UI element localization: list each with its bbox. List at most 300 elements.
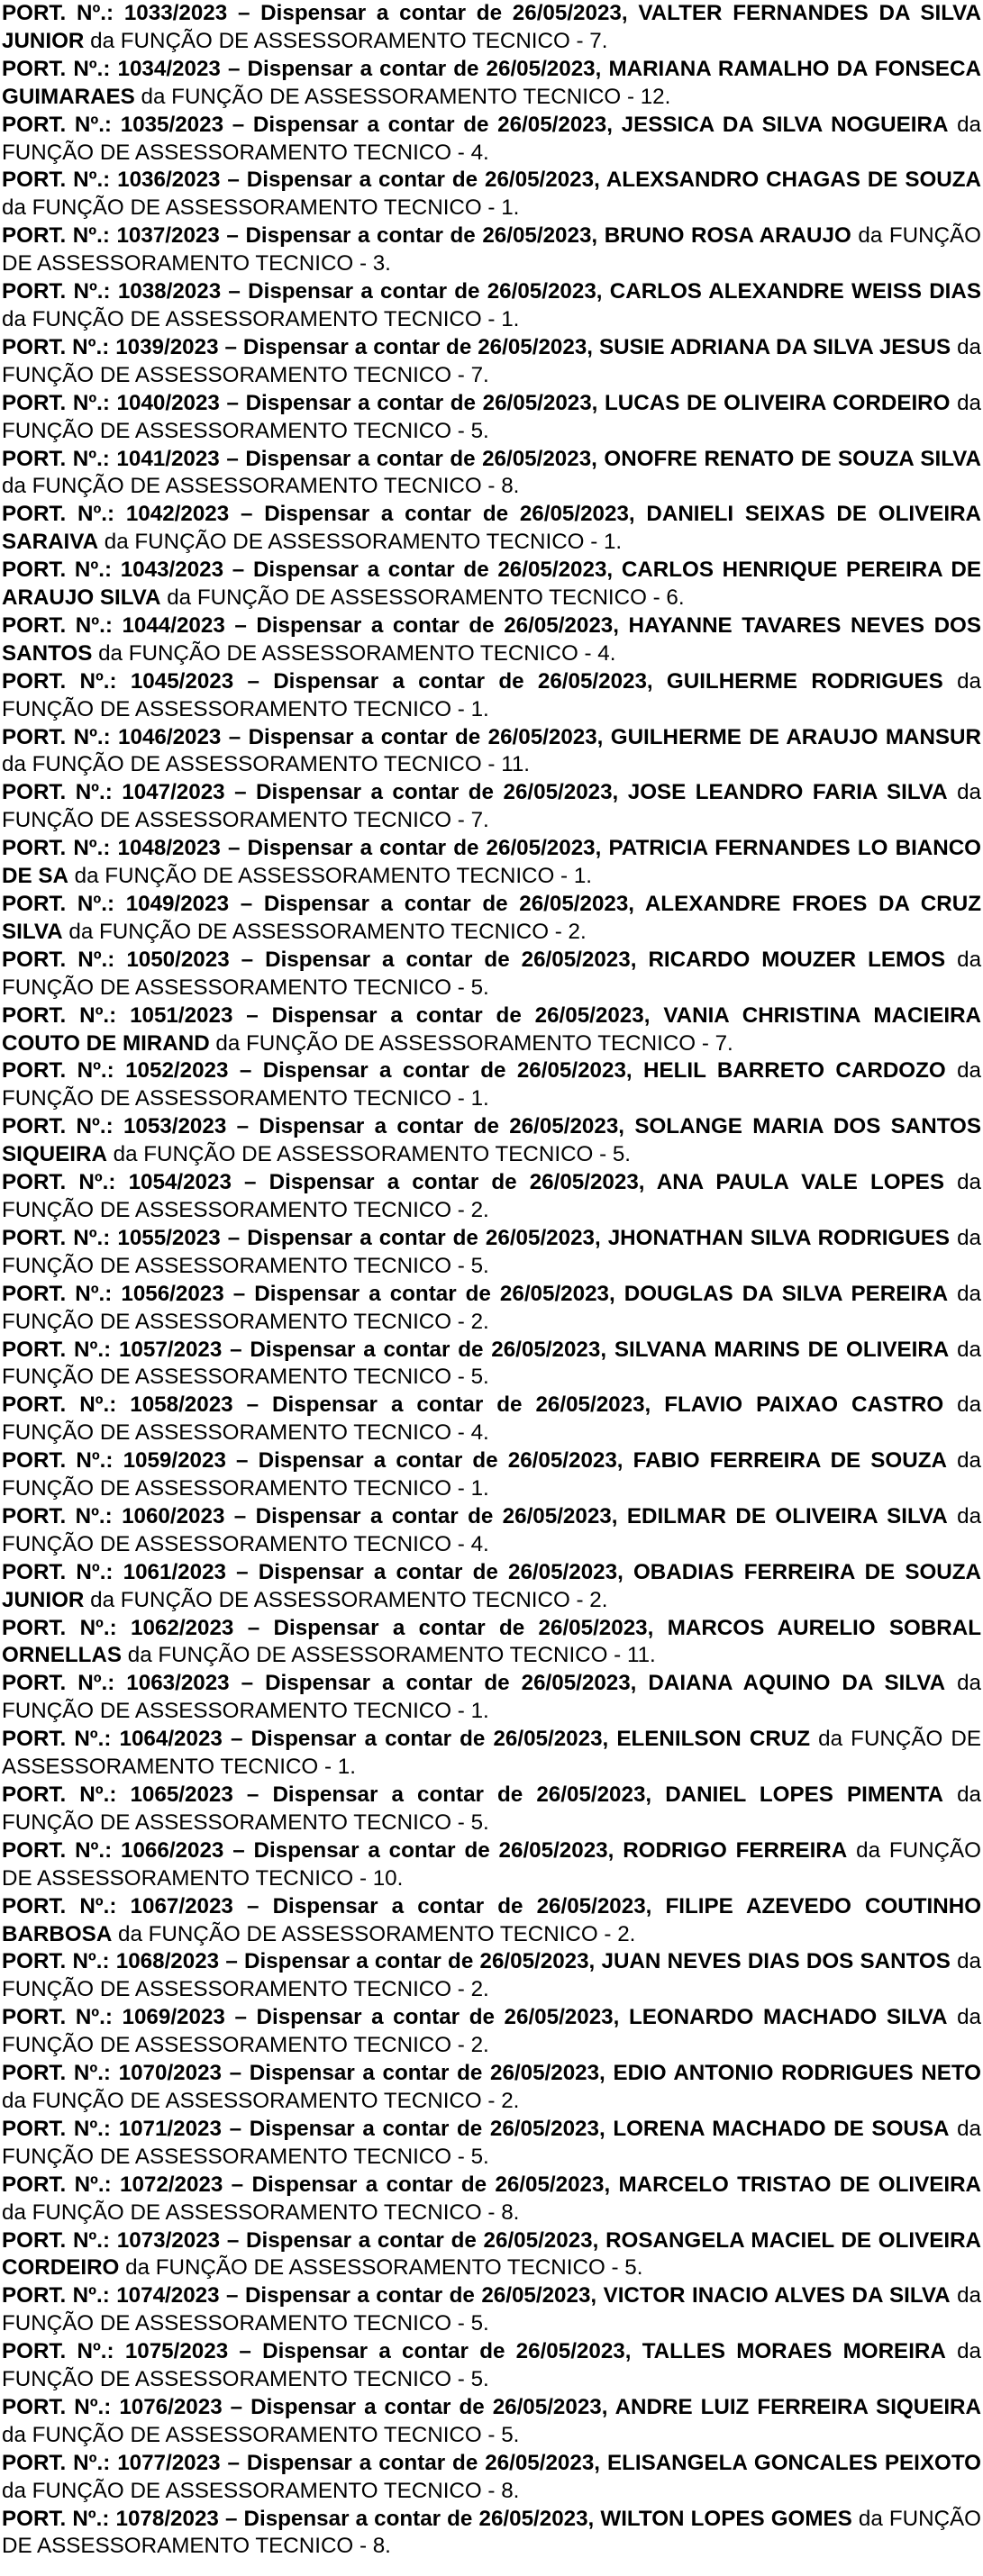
ordinance-entry (2, 1002, 981, 1058)
ordinance-prefix: PORT. Nº.: (2, 1170, 129, 1195)
employee-name: LORENA MACHADO DE SOUSA (613, 2116, 950, 2141)
entry-period: . (609, 640, 616, 666)
ordinance-entry (2, 1559, 981, 1615)
employee-name: EDILMAR DE OLIVEIRA SILVA (626, 1503, 948, 1528)
entry-period: . (513, 2200, 520, 2225)
ordinance-entry (2, 2060, 981, 2116)
ordinance-number: 1078/2023 (115, 2506, 219, 2531)
ordinance-number: 1060/2023 (122, 1503, 225, 1528)
function-level: 4 (470, 140, 484, 165)
function-text: da FUNÇÃO DE ASSESSORAMENTO TECNICO - (2, 2339, 982, 2392)
ordinance-action: – Dispensar a contar de 26/05/2023, (225, 1448, 633, 1474)
function-text: da FUNÇÃO DE ASSESSORAMENTO TECNICO - (106, 1142, 613, 1167)
ordinance-number: 1070/2023 (118, 2061, 222, 2086)
ordinance-number: 1069/2023 (122, 2005, 225, 2030)
ordinance-number: 1051/2023 (130, 1002, 233, 1028)
function-text: da FUNÇÃO DE ASSESSORAMENTO TECNICO - (119, 2255, 625, 2281)
function-text: da FUNÇÃO DE ASSESSORAMENTO TECNICO - (2, 1671, 981, 1724)
function-text: da FUNÇÃO DE ASSESSORAMENTO TECNICO - (2, 2283, 982, 2336)
employee-name: SUSIE ADRIANA DA SILVA JESUS (598, 334, 951, 359)
entry-period: . (601, 28, 608, 53)
function-level: 8 (501, 2200, 514, 2225)
function-level: 3 (372, 251, 386, 277)
ordinance-entry (2, 2282, 981, 2338)
function-text: da FUNÇÃO DE ASSESSORAMENTO TECNICO - (62, 919, 569, 944)
ordinance-entry (2, 1337, 981, 1392)
ordinance-entry (2, 835, 981, 891)
entry-period: . (624, 1142, 632, 1167)
ordinance-prefix: PORT. Nº.: (2, 2172, 120, 2197)
ordinance-action: – Dispensar a contar de 26/05/2023, (219, 1949, 602, 1974)
ordinance-entry (2, 56, 981, 112)
entry-period: . (629, 1921, 636, 1946)
employee-name: MARIANA RAMALHO DA FONSECA GUIMARAES (2, 56, 981, 109)
entry-period: . (483, 1309, 489, 1334)
function-level: 2 (501, 2088, 514, 2113)
ordinance-action: – Dispensar a contar de 26/05/2023, (221, 2116, 614, 2141)
ordinance-action: – Dispensar a contar de 26/05/2023, (223, 558, 622, 583)
function-text: da FUNÇÃO DE ASSESSORAMENTO TECNICO - (98, 530, 604, 555)
ordinance-number: 1054/2023 (128, 1170, 232, 1195)
ordinance-entry (2, 2394, 981, 2450)
function-text: da FUNÇÃO DE ASSESSORAMENTO TECNICO - (2, 1392, 982, 1446)
ordinance-prefix: PORT. Nº.: (2, 2394, 120, 2419)
entry-period: . (483, 2311, 489, 2336)
ordinance-entry (2, 1893, 981, 1949)
ordinance-prefix: PORT. Nº.: (2, 612, 123, 638)
employee-name: PATRICIA FERNANDES LO BIANCO DE SA (2, 836, 981, 889)
ordinance-number: 1057/2023 (118, 1337, 223, 1362)
employee-name: CARLOS ALEXANDRE WEISS DIAS (609, 279, 982, 304)
ordinance-number: 1035/2023 (120, 112, 224, 137)
ordinance-entry (2, 1948, 981, 2004)
ordinance-action: – Dispensar a contar de 26/05/2023, (224, 1503, 627, 1528)
employee-name: JUAN NEVES DIAS DOS SANTOS (601, 1949, 951, 1974)
ordinance-entry (2, 1447, 981, 1503)
ordinance-action: – Dispensar a contar de 26/05/2023, (220, 1225, 608, 1250)
entry-period: . (513, 2478, 520, 2503)
ordinance-action: – Dispensar a contar de 26/05/2023, (221, 724, 611, 749)
function-level: 1 (470, 1476, 484, 1501)
function-level: 10 (372, 1865, 397, 1891)
ordinance-entry (2, 112, 981, 168)
ordinance-entry (2, 891, 981, 947)
ordinance-prefix: PORT. Nº.: (2, 1671, 127, 1696)
ordinance-number: 1062/2023 (131, 1615, 234, 1640)
employee-name: FILIPE AZEVEDO COUTINHO BARBOSA (2, 1893, 982, 1946)
ordinance-action: – Dispensar a contar de 26/05/2023, (233, 668, 667, 694)
ordinance-action: – Dispensar a contar de 26/05/2023, (229, 1671, 649, 1696)
entry-period: . (513, 306, 520, 331)
ordinance-prefix: PORT. Nº.: (2, 223, 117, 249)
ordinance-number: 1064/2023 (119, 1727, 223, 1752)
ordinance-entry (2, 2506, 981, 2562)
employee-name: ELISANGELA GONCALES PEIXOTO (606, 2450, 981, 2475)
employee-name: GUILHERME RODRIGUES (666, 668, 943, 694)
function-text: da FUNÇÃO DE ASSESSORAMENTO TECNICO - (2, 2506, 982, 2559)
entry-period: . (636, 2255, 643, 2281)
ordinance-number: 1074/2023 (116, 2283, 220, 2308)
ordinance-prefix: PORT. Nº.: (2, 1837, 122, 1863)
function-level: 2 (568, 919, 580, 944)
employee-name: DAIANA AQUINO DA SILVA (648, 1671, 946, 1696)
entry-period: . (483, 2367, 489, 2392)
function-level: 4 (597, 640, 610, 666)
entry-period: . (615, 530, 623, 555)
function-level: 5 (612, 1142, 625, 1167)
employee-name: ANA PAULA VALE LOPES (656, 1170, 944, 1195)
employee-name: TALLES MORAES MOREIRA (642, 2339, 946, 2364)
ordinance-entry (2, 2116, 981, 2172)
ordinance-action: – Dispensar a contar de 26/05/2023, (229, 892, 645, 916)
ordinance-prefix: PORT. Nº.: (2, 279, 118, 304)
ordinance-prefix: PORT. Nº.: (2, 2283, 117, 2308)
ordinance-prefix: PORT. Nº.: (2, 1058, 126, 1084)
ordinance-prefix: PORT. Nº.: (2, 56, 118, 81)
employee-name: DANIELI SEIXAS DE OLIVEIRA SARAIVA (2, 502, 982, 555)
entry-period: . (513, 474, 520, 499)
ordinance-number: 1044/2023 (122, 612, 225, 638)
ordinance-entry (2, 557, 981, 612)
ordinance-action: – Dispensar a contar de 26/05/2023, (223, 2172, 619, 2197)
ordinance-number: 1068/2023 (115, 1949, 220, 1974)
ordinance-number: 1037/2023 (116, 223, 220, 249)
ordinance-action: – Dispensar a contar de 26/05/2023, (223, 1837, 623, 1863)
function-level: 7 (470, 362, 484, 387)
function-level: 5 (470, 975, 484, 1000)
ordinance-number: 1071/2023 (118, 2116, 222, 2141)
function-text: da FUNÇÃO DE ASSESSORAMENTO TECNICO - (2, 1949, 981, 2002)
ordinance-number: 1065/2023 (130, 1782, 233, 1807)
ordinance-prefix: PORT. Nº.: (2, 1392, 131, 1418)
ordinance-entry (2, 2227, 981, 2283)
function-text: da FUNÇÃO DE ASSESSORAMENTO TECNICO - (2, 474, 502, 499)
ordinance-number: 1056/2023 (121, 1281, 224, 1306)
ordinance-number: 1036/2023 (117, 168, 221, 193)
function-text: da FUNÇÃO DE ASSESSORAMENTO TECNICO - (122, 1643, 627, 1668)
ordinance-prefix: PORT. Nº.: (2, 1281, 122, 1306)
function-level: 2 (617, 1921, 630, 1946)
entry-period: . (483, 696, 489, 721)
function-text: da FUNÇÃO DE ASSESSORAMENTO TECNICO - (84, 28, 590, 53)
function-text: da FUNÇÃO DE ASSESSORAMENTO TECNICO - (2, 1170, 981, 1222)
function-level: 11 (501, 752, 524, 777)
function-level: 5 (470, 2144, 484, 2169)
ordinance-entry (2, 1113, 981, 1169)
ordinance-action: – Dispensar a contar de 26/05/2023, (231, 1170, 657, 1195)
function-text: da FUNÇÃO DE ASSESSORAMENTO TECNICO - (209, 1030, 715, 1056)
ordinance-prefix: PORT. Nº.: (2, 2061, 119, 2086)
ordinance-action: – Dispensar a contar de 26/05/2023, (220, 836, 609, 861)
ordinance-prefix: PORT. Nº.: (2, 1559, 123, 1584)
function-level: 1 (337, 1755, 350, 1780)
employee-name: DOUGLAS DA SILVA PEREIRA (623, 1281, 949, 1306)
ordinance-entry (2, 1281, 981, 1337)
function-level: 1 (470, 696, 484, 721)
ordinance-number: 1039/2023 (115, 334, 219, 359)
entry-period: . (513, 195, 520, 221)
entry-period: . (483, 1699, 489, 1724)
ordinance-action: – Dispensar a contar de 26/05/2023, (218, 334, 599, 359)
ordinance-number: 1076/2023 (119, 2394, 223, 2419)
ordinance-action: – Dispensar a contar de 26/05/2023, (233, 1615, 668, 1640)
entry-period: . (523, 752, 531, 777)
entry-period: . (483, 1476, 489, 1501)
ordinance-action: – Dispensar a contar de 26/05/2023, (224, 2005, 629, 2030)
employee-name: FABIO FERREIRA DE SOUZA (633, 1448, 947, 1474)
entry-period: . (483, 140, 489, 165)
ordinance-number: 1048/2023 (117, 836, 221, 861)
function-level: 12 (640, 84, 665, 109)
ordinance-entry (2, 1670, 981, 1726)
function-level: 4 (470, 1531, 484, 1556)
employee-name: JHONATHAN SILVA RODRIGUES (607, 1225, 951, 1250)
ordinance-action: – Dispensar a contar de 26/05/2023, (229, 947, 649, 972)
employee-name: CARLOS HENRIQUE PEREIRA DE ARAUJO SILVA (2, 558, 981, 611)
ordinance-action: – Dispensar a contar de 26/05/2023, (228, 1058, 644, 1084)
ordinance-action: – Dispensar a contar de 26/05/2023, (227, 1, 639, 25)
ordinance-prefix: PORT. Nº.: (2, 1949, 116, 1974)
entry-period: . (664, 84, 671, 109)
ordinance-action: – Dispensar a contar de 26/05/2023, (223, 1281, 624, 1306)
function-text: da FUNÇÃO DE ASSESSORAMENTO TECNICO - (2, 1448, 982, 1501)
entry-period: . (385, 251, 391, 277)
entry-period: . (727, 1030, 733, 1056)
ordinance-number: 1033/2023 (123, 1, 228, 25)
ordinance-entry (2, 2450, 981, 2506)
ordinance-number: 1040/2023 (116, 390, 220, 415)
ordinance-action: – Dispensar a contar de 26/05/2023, (221, 279, 610, 304)
employee-name: SILVANA MARINS DE OLIVEIRA (614, 1337, 950, 1362)
function-text: da FUNÇÃO DE ASSESSORAMENTO TECNICO - (2, 1337, 982, 1390)
ordinance-number: 1034/2023 (117, 56, 221, 81)
employee-name: ELENILSON CRUZ (616, 1727, 811, 1752)
employee-name: OBADIAS FERREIRA DE SOUZA JUNIOR (2, 1559, 982, 1612)
ordinance-action: – Dispensar a contar de 26/05/2023, (229, 502, 647, 527)
ordinance-entry (2, 612, 981, 668)
ordinance-number: 1050/2023 (126, 947, 230, 972)
ordinance-entry (2, 2172, 981, 2227)
ordinance-number: 1047/2023 (122, 780, 225, 805)
ordinance-entry (2, 1225, 981, 1281)
ordinance-number: 1075/2023 (124, 2339, 229, 2364)
function-level: 7 (714, 1030, 728, 1056)
entry-period: . (483, 1810, 489, 1835)
entry-period: . (601, 1587, 608, 1612)
employee-name: ONOFRE RENATO DE SOUZA SILVA (604, 446, 981, 471)
ordinance-action: – Dispensar a contar de 26/05/2023, (224, 612, 629, 638)
ordinance-number: 1046/2023 (118, 724, 222, 749)
entry-period: . (396, 1865, 404, 1891)
ordinance-entry (2, 0, 981, 56)
ordinance-action: – Dispensar a contar de 26/05/2023, (219, 2283, 604, 2308)
function-text: da FUNÇÃO DE ASSESSORAMENTO TECNICO - (2, 1837, 981, 1891)
employee-name: HAYANNE TAVARES NEVES DOS SANTOS (2, 612, 981, 666)
ordinance-prefix: PORT. Nº.: (2, 2005, 123, 2030)
function-text: da FUNÇÃO DE ASSESSORAMENTO TECNICO - (2, 2478, 502, 2503)
function-text: da FUNÇÃO DE ASSESSORAMENTO TECNICO - (2, 112, 982, 165)
ordinance-number: 1073/2023 (116, 2227, 221, 2253)
ordinance-prefix: PORT. Nº.: (2, 168, 118, 193)
ordinance-entry (2, 334, 981, 390)
ordinance-entry (2, 2338, 981, 2394)
ordinance-entry (2, 501, 981, 557)
ordinance-number: 1049/2023 (125, 892, 230, 916)
ordinance-prefix: PORT. Nº.: (2, 668, 131, 694)
function-text: da FUNÇÃO DE ASSESSORAMENTO TECNICO - (2, 947, 982, 1000)
function-text: da FUNÇÃO DE ASSESSORAMENTO TECNICO - (2, 2116, 982, 2169)
ordinance-prefix: PORT. Nº.: (2, 390, 117, 415)
ordinance-entry (2, 668, 981, 724)
ordinance-number: 1058/2023 (130, 1392, 233, 1418)
function-text: da FUNÇÃO DE ASSESSORAMENTO TECNICO - (2, 1727, 981, 1780)
function-level: 8 (501, 2478, 514, 2503)
ordinance-action: – Dispensar a contar de 26/05/2023, (222, 1727, 617, 1752)
ordinance-action: – Dispensar a contar de 26/05/2023, (219, 390, 605, 415)
ordinance-prefix: PORT. Nº.: (2, 2227, 117, 2253)
function-text: da FUNÇÃO DE ASSESSORAMENTO TECNICO - (84, 1587, 590, 1612)
employee-name: ANDRE LUIZ FERREIRA SIQUEIRA (614, 2394, 981, 2419)
ordinance-prefix: PORT. Nº.: (2, 112, 121, 137)
function-level: 8 (501, 474, 514, 499)
ordinance-entry (2, 167, 981, 222)
employee-name: SOLANGE MARIA DOS SANTOS SIQUEIRA (2, 1114, 982, 1167)
employee-name: JESSICA DA SILVA NOGUEIRA (621, 112, 949, 137)
function-level: 5 (470, 2311, 484, 2336)
employee-name: HELIL BARRETO CARDOZO (643, 1058, 946, 1084)
function-text: da FUNÇÃO DE ASSESSORAMENTO TECNICO - (2, 2088, 502, 2113)
function-text: da FUNÇÃO DE ASSESSORAMENTO TECNICO - (2, 2005, 982, 2058)
employee-name: MARCOS AURELIO SOBRAL ORNELLAS (2, 1615, 981, 1668)
ordinance-prefix: PORT. Nº.: (2, 334, 116, 359)
ordinance-action: – Dispensar a contar de 26/05/2023, (224, 780, 628, 805)
ordinance-action: – Dispensar a contar de 26/05/2023, (222, 1337, 614, 1362)
function-level: 1 (603, 530, 616, 555)
employee-name: RODRIGO FERREIRA (623, 1837, 848, 1863)
entry-period: . (483, 1253, 489, 1278)
function-text: da FUNÇÃO DE ASSESSORAMENTO TECNICO - (2, 1503, 982, 1556)
employee-name: RICARDO MOUZER LEMOS (648, 947, 946, 972)
function-text: da FUNÇÃO DE ASSESSORAMENTO TECNICO - (2, 306, 502, 331)
employee-name: ALEXANDRE FROES DA CRUZ SILVA (2, 892, 981, 944)
function-text: da FUNÇÃO DE ASSESSORAMENTO TECNICO - (2, 390, 981, 443)
function-text: da FUNÇÃO DE ASSESSORAMENTO TECNICO - (2, 2200, 502, 2225)
function-level: 11 (626, 1643, 651, 1668)
function-text: da FUNÇÃO DE ASSESSORAMENTO TECNICO - (2, 752, 502, 777)
ordinance-number: 1053/2023 (123, 1114, 227, 1139)
ordinance-action: – Dispensar a contar de 26/05/2023, (219, 446, 605, 471)
ordinance-action: – Dispensar a contar de 26/05/2023, (220, 56, 609, 81)
ordinance-entry (2, 1503, 981, 1559)
function-text: da FUNÇÃO DE ASSESSORAMENTO TECNICO - (2, 195, 502, 221)
ordinance-prefix: PORT. Nº.: (2, 1225, 118, 1250)
ordinance-action: – Dispensar a contar de 26/05/2023, (223, 112, 622, 137)
ordinance-number: 1072/2023 (120, 2172, 223, 2197)
ordinance-prefix: PORT. Nº.: (2, 2450, 118, 2475)
ordinance-entry (2, 278, 981, 334)
employee-name: GUILHERME DE ARAUJO MANSUR (610, 724, 981, 749)
function-text: da FUNÇÃO DE ASSESSORAMENTO TECNICO - (2, 223, 981, 277)
ordinance-number: 1077/2023 (117, 2450, 221, 2475)
entry-period: . (513, 2422, 520, 2447)
employee-name: LEONARDO MACHADO SILVA (628, 2005, 948, 2030)
ordinance-entry (2, 2004, 981, 2060)
ordinance-entry (2, 1057, 981, 1113)
function-level: 1 (470, 1086, 484, 1111)
ordinance-action: – Dispensar a contar de 26/05/2023, (220, 168, 606, 193)
function-level: 2 (470, 1977, 484, 2002)
entry-period: . (385, 2534, 391, 2559)
ordinance-prefix: PORT. Nº.: (2, 780, 123, 805)
function-text: da FUNÇÃO DE ASSESSORAMENTO TECNICO - (112, 1921, 618, 1946)
ordinance-entry (2, 1726, 981, 1782)
function-level: 1 (470, 1699, 484, 1724)
ordinance-number: 1067/2023 (130, 1893, 233, 1918)
function-text: da FUNÇÃO DE ASSESSORAMENTO TECNICO - (2, 2422, 502, 2447)
ordinance-action: – Dispensar a contar de 26/05/2023, (232, 1002, 664, 1028)
function-level: 2 (470, 1309, 484, 1334)
employee-name: VICTOR INACIO ALVES DA SILVA (603, 2283, 951, 2308)
employee-name: VANIA CHRISTINA MACIEIRA COUTO DE MIRAND (2, 1002, 981, 1056)
ordinance-prefix: PORT. Nº.: (2, 1448, 123, 1474)
ordinance-prefix: PORT. Nº.: (2, 836, 118, 861)
ordinance-action: – Dispensar a contar de 26/05/2023, (218, 2506, 601, 2531)
entry-period: . (483, 362, 489, 387)
employee-name: BRUNO ROSA ARAUJO (604, 223, 851, 249)
ordinance-number: 1042/2023 (125, 502, 230, 527)
ordinance-prefix: PORT. Nº.: (2, 1782, 131, 1807)
employee-name: LUCAS DE OLIVEIRA CORDEIRO (605, 390, 951, 415)
entry-period: . (483, 1531, 489, 1556)
ordinance-entry (2, 947, 981, 1002)
employee-name: ROSANGELA MACIEL DE OLIVEIRA CORDEIRO (2, 2227, 982, 2281)
entry-period: . (483, 808, 489, 833)
function-level: 5 (470, 418, 484, 443)
entry-period: . (483, 1977, 489, 2002)
ordinance-prefix: PORT. Nº.: (2, 724, 119, 749)
ordinance-action: – Dispensar a contar de 26/05/2023, (226, 1114, 635, 1139)
entry-period: . (350, 1755, 356, 1780)
ordinance-entry (2, 724, 981, 780)
ordinance-entry (2, 1392, 981, 1447)
ordinance-entry (2, 222, 981, 278)
function-level: 1 (501, 195, 514, 221)
function-level: 8 (372, 2534, 386, 2559)
function-text: da FUNÇÃO DE ASSESSORAMENTO TECNICO - (68, 864, 574, 889)
ordinance-action: – Dispensar a contar de 26/05/2023, (221, 2061, 614, 2086)
entry-period: . (483, 975, 489, 1000)
ordinance-prefix: PORT. Nº.: (2, 1, 124, 25)
ordinance-number: 1066/2023 (121, 1837, 224, 1863)
employee-name: VALTER FERNANDES DA SILVA JUNIOR (2, 1, 981, 53)
ordinance-prefix: PORT. Nº.: (2, 2506, 116, 2531)
function-text: da FUNÇÃO DE ASSESSORAMENTO TECNICO - (160, 585, 667, 611)
function-level: 5 (470, 2367, 484, 2392)
entry-period: . (580, 919, 587, 944)
ordinance-prefix: PORT. Nº.: (2, 558, 121, 583)
ordinance-prefix: PORT. Nº.: (2, 1114, 123, 1139)
ordinance-action: – Dispensar a contar de 26/05/2023, (220, 2227, 606, 2253)
ordinance-number: 1059/2023 (123, 1448, 226, 1474)
entry-period: . (483, 1420, 489, 1446)
function-level: 1 (573, 864, 587, 889)
entry-period: . (483, 2144, 489, 2169)
ordinance-entry (2, 446, 981, 502)
entry-period: . (586, 864, 593, 889)
ordinance-entry (2, 1782, 981, 1837)
ordinance-prefix: PORT. Nº.: (2, 2116, 119, 2141)
employee-name: FLAVIO PAIXAO CASTRO (664, 1392, 944, 1418)
